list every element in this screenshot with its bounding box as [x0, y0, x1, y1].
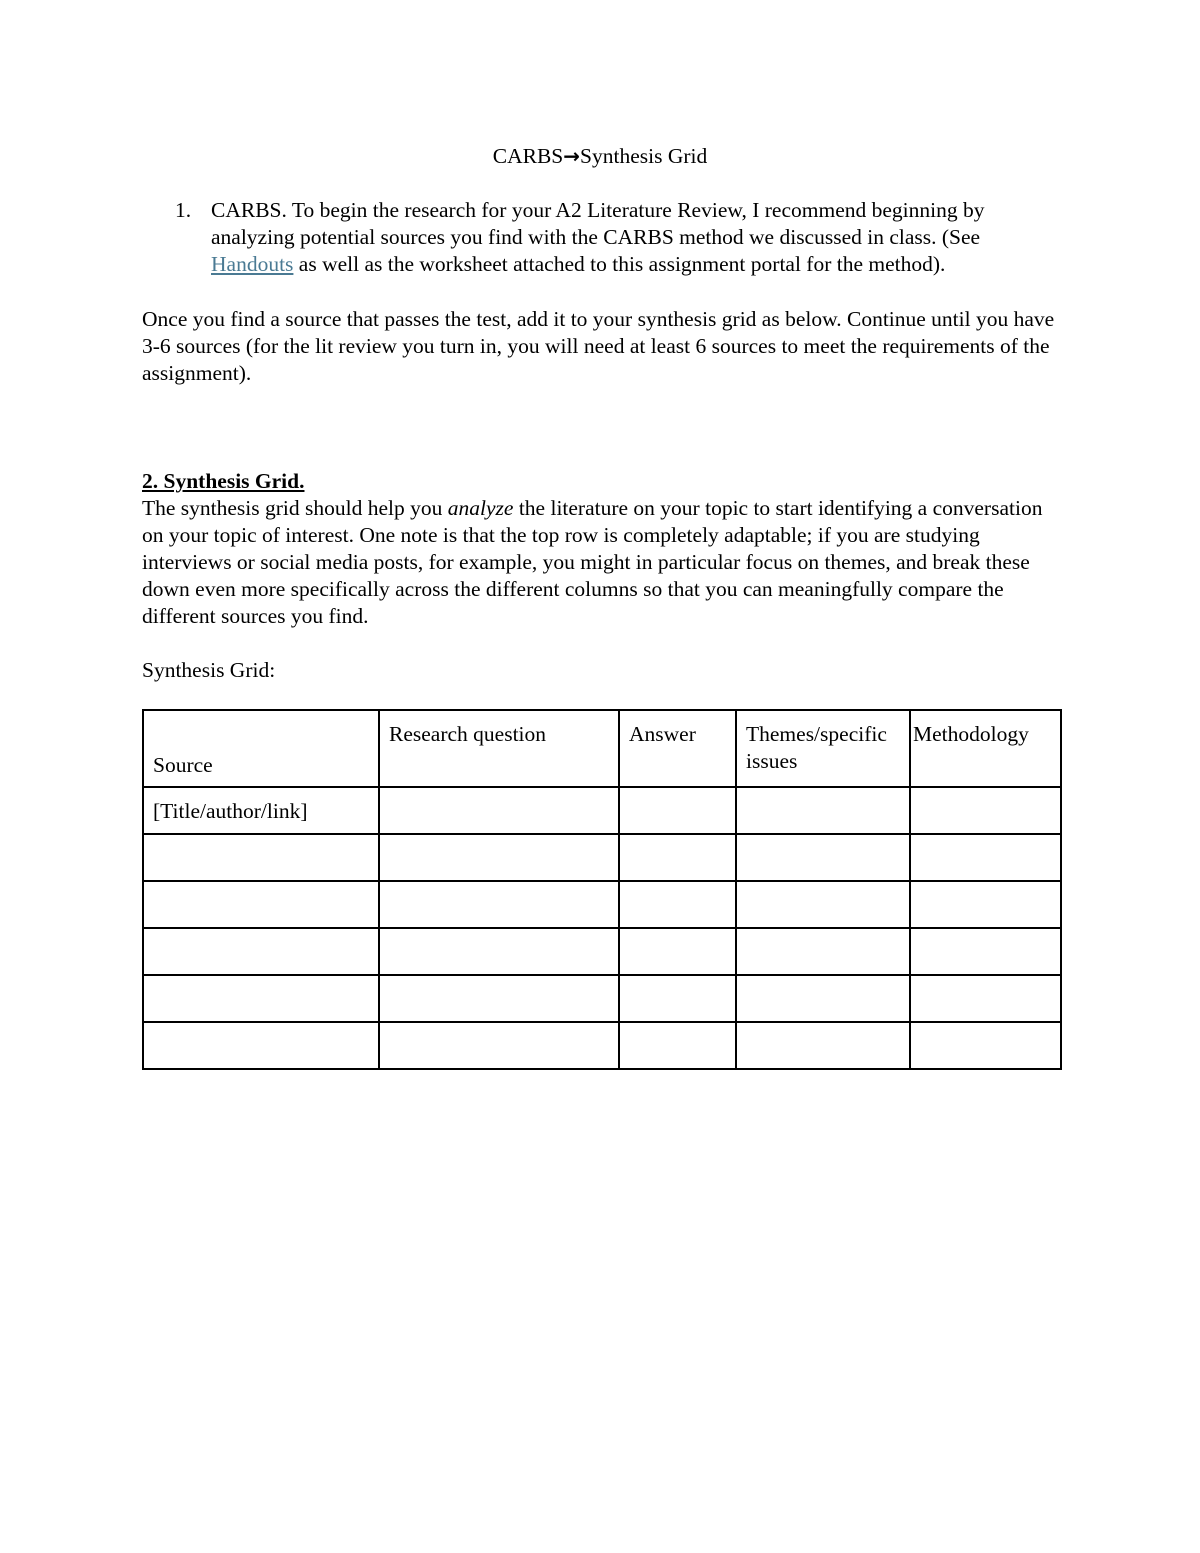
- table-cell[interactable]: [143, 881, 379, 928]
- header-answer: Answer: [619, 710, 736, 787]
- table-cell[interactable]: [619, 881, 736, 928]
- table-cell[interactable]: [910, 928, 1061, 975]
- table-row: [143, 834, 1061, 881]
- table-cell[interactable]: [143, 834, 379, 881]
- table-cell[interactable]: [910, 787, 1061, 834]
- table-cell[interactable]: [619, 787, 736, 834]
- item-1-text: [211, 197, 1067, 278]
- table-cell[interactable]: [736, 834, 910, 881]
- table-cell[interactable]: [910, 975, 1061, 1022]
- table-cell[interactable]: [Title/author/link]: [143, 787, 379, 834]
- table-cell[interactable]: [736, 928, 910, 975]
- table-row: [143, 881, 1061, 928]
- table-row: [143, 928, 1061, 975]
- item-1-text-start: CARBS. To begin the research for your A2 Literature Review, I recommend beginning by analyzing potential sources you find with the CARBS method we discussed in class. (See: [211, 198, 985, 249]
- header-source: Source: [143, 710, 379, 787]
- table-cell[interactable]: [143, 975, 379, 1022]
- table-cell[interactable]: [736, 1022, 910, 1069]
- synthesis-grid-table: [142, 709, 1062, 1070]
- numbered-item-1: [142, 197, 1067, 278]
- emphasis-text: analyze: [447, 496, 514, 520]
- table-cell[interactable]: [910, 834, 1061, 881]
- table-cell[interactable]: [619, 834, 736, 881]
- table-cell[interactable]: [379, 787, 619, 834]
- instructions-paragraph: Once you find a source that passes the test, add it to your synthesis grid as below. Continue until you have 3-6 sources (for the lit review you turn in, you will need at least 6 sources to meet the requirements of the assignment).: [142, 307, 1055, 385]
- section-heading: 2. Synthesis Grid.: [142, 469, 305, 493]
- handouts-link[interactable]: Handouts: [211, 252, 294, 276]
- table-cell[interactable]: [619, 975, 736, 1022]
- table-cell[interactable]: [143, 1022, 379, 1069]
- section-text-start: The synthesis grid should help you: [142, 496, 448, 520]
- table-cell[interactable]: [736, 881, 910, 928]
- right-arrow-icon: →: [563, 144, 581, 168]
- item-1-text-end: as well as the worksheet attached to this assignment portal for the method).: [293, 252, 946, 276]
- table-header-row: [143, 710, 1061, 787]
- table-cell[interactable]: [379, 928, 619, 975]
- table-row: [143, 787, 1061, 834]
- header-methodology: Methodology: [910, 710, 1061, 787]
- table-cell[interactable]: [736, 975, 910, 1022]
- table-cell[interactable]: [379, 834, 619, 881]
- synthesis-grid-section: [142, 468, 1067, 630]
- header-research-question: Research question: [379, 710, 619, 787]
- title-left: CARBS: [492, 144, 564, 168]
- section-paragraph: [142, 495, 1067, 630]
- section-text-end: the literature on your topic to start identifying a conversation on your topic of interest. One note is that the top row is completely adaptable; if you are studying interviews or social media posts, for example, you might in particular focus on themes, and break these down even more specifically across the different columns so that you can meaningfully compare the different sources you find.: [142, 496, 1043, 628]
- table-cell[interactable]: [736, 787, 910, 834]
- table-cell[interactable]: [910, 881, 1061, 928]
- document-title: [0, 143, 1200, 170]
- table-cell[interactable]: [910, 1022, 1061, 1069]
- table-cell[interactable]: [379, 1022, 619, 1069]
- item-number: 1.: [175, 198, 192, 222]
- table-cell[interactable]: [379, 975, 619, 1022]
- table-cell[interactable]: [619, 1022, 736, 1069]
- table-cell[interactable]: [379, 881, 619, 928]
- grid-label: Synthesis Grid:: [142, 658, 276, 682]
- table-row: [143, 975, 1061, 1022]
- table-row: [143, 1022, 1061, 1069]
- table-cell[interactable]: [143, 928, 379, 975]
- table-cell[interactable]: [619, 928, 736, 975]
- header-themes: Themes/specific issues: [736, 710, 910, 787]
- title-right: Synthesis Grid: [580, 144, 708, 168]
